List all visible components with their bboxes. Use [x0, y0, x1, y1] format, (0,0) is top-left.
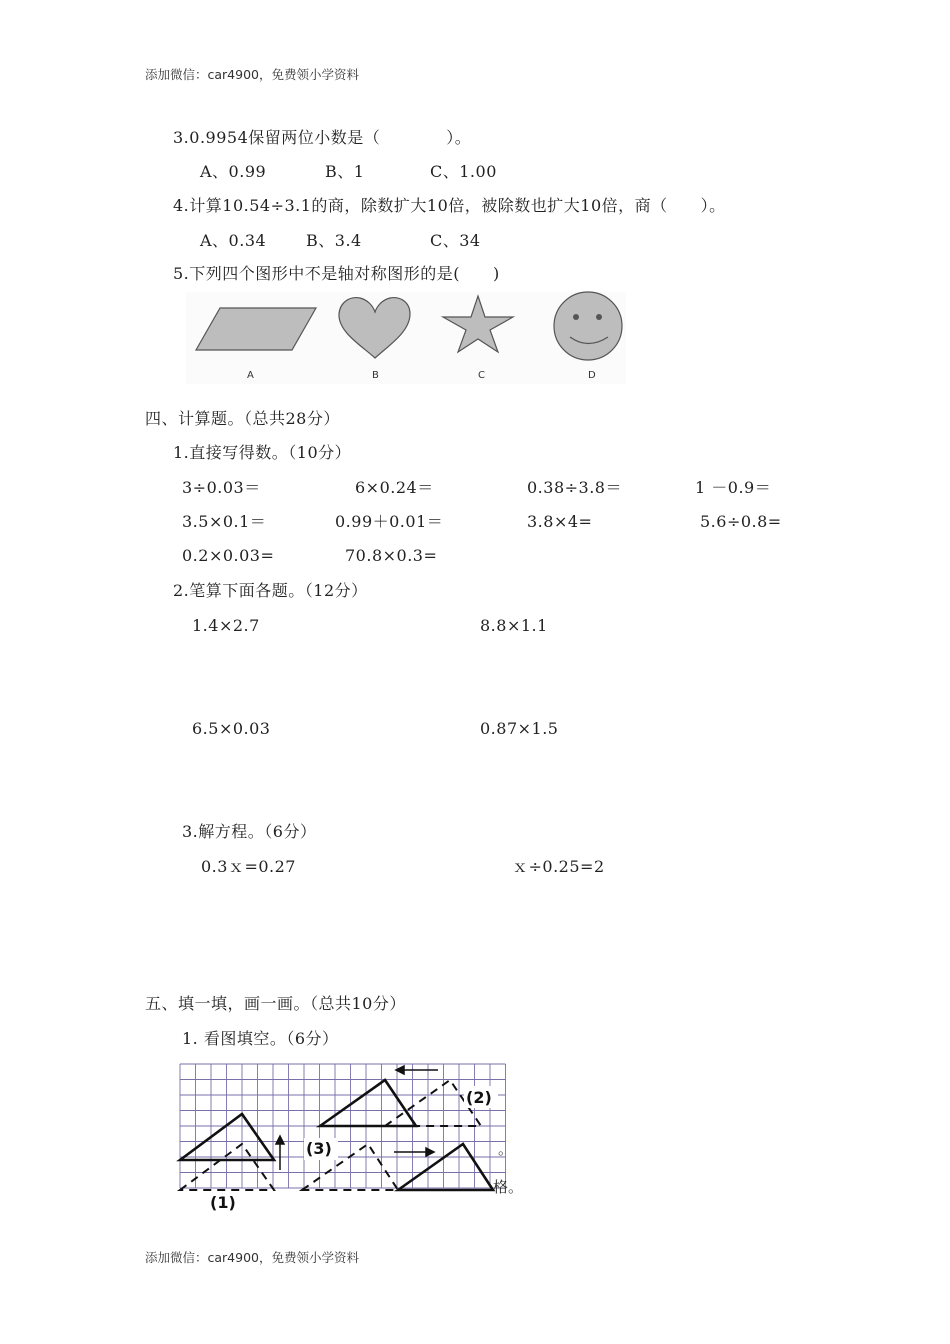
mental-math-item: 5.6÷0.8=	[700, 512, 782, 531]
question-3-stem: 3.0.9954保留两位小数是（ ）。	[173, 128, 472, 147]
mental-math-item: 0.2×0.03=	[182, 546, 275, 565]
grid-translation-figure	[170, 1058, 524, 1218]
up-arrow-icon	[276, 1136, 284, 1170]
triangle-2	[320, 1080, 416, 1126]
shapes-figure	[186, 292, 626, 384]
section-4-part-2-title: 2.笔算下面各题。（12分）	[173, 581, 368, 600]
mental-math-item: 3.5×0.1＝	[182, 512, 267, 531]
right-arrow-icon	[394, 1148, 434, 1156]
question-3-option-a: A、0.99	[200, 162, 267, 181]
partial-text-grid: 格。	[493, 1178, 524, 1196]
section-5-part-1-title: 1. 看图填空。（6分）	[182, 1029, 339, 1048]
question-4-stem: 4.计算10.54÷3.1的商，除数扩大10倍，被除数也扩大10倍，商（ ）。	[173, 196, 726, 215]
section-4-part-3-title: 3.解方程。（6分）	[182, 822, 317, 841]
triangle-1	[180, 1114, 274, 1160]
mental-math-item: 3.8×4=	[527, 512, 593, 531]
question-5-stem: 5.下列四个图形中不是轴对称图形的是( )	[173, 264, 500, 283]
section-5-title: 五、填一填，画一画。（总共10分）	[145, 994, 406, 1013]
question-4-option-a: A、0.34	[200, 231, 267, 250]
figure-label-1: (1)	[210, 1193, 236, 1212]
equation-item: ｘ÷0.25=2	[512, 857, 605, 876]
question-4-option-c: C、34	[430, 231, 481, 250]
written-calc-item: 0.87×1.5	[480, 719, 559, 738]
shape-label-c: C	[478, 370, 485, 381]
mental-math-item: 70.8×0.3=	[345, 546, 438, 565]
equation-item: 0.3ｘ=0.27	[201, 857, 296, 876]
mental-math-item: 0.38÷3.8＝	[527, 478, 622, 497]
written-calc-item: 8.8×1.1	[480, 616, 548, 635]
question-3-option-b: B、1	[325, 162, 365, 181]
question-3-option-c: C、1.00	[430, 162, 497, 181]
section-4-title: 四、计算题。（总共28分）	[145, 409, 340, 428]
left-arrow-icon	[396, 1066, 438, 1074]
mental-math-item: 6×0.24＝	[355, 478, 434, 497]
written-calc-item: 6.5×0.03	[192, 719, 271, 738]
figure-label-3: (3)	[306, 1139, 332, 1158]
footer-note: 添加微信：car4900，免费领小学资料	[145, 1250, 359, 1265]
shape-label-d: D	[588, 370, 596, 381]
section-4-part-1-title: 1.直接写得数。（10分）	[173, 443, 352, 462]
question-4-option-b: B、3.4	[306, 231, 362, 250]
written-calc-item: 1.4×2.7	[192, 616, 260, 635]
figure-label-2: (2)	[466, 1088, 492, 1107]
header-note: 添加微信：car4900，免费领小学资料	[145, 67, 359, 82]
mental-math-item: 1 －0.9＝	[695, 478, 772, 497]
mental-math-item: 0.99＋0.01＝	[335, 512, 444, 531]
mental-math-item: 3÷0.03＝	[182, 478, 261, 497]
smiley-face-shape	[554, 292, 622, 360]
partial-text-period: 。	[498, 1140, 514, 1158]
shape-label-b: B	[372, 370, 379, 381]
shape-label-a: A	[247, 370, 254, 381]
